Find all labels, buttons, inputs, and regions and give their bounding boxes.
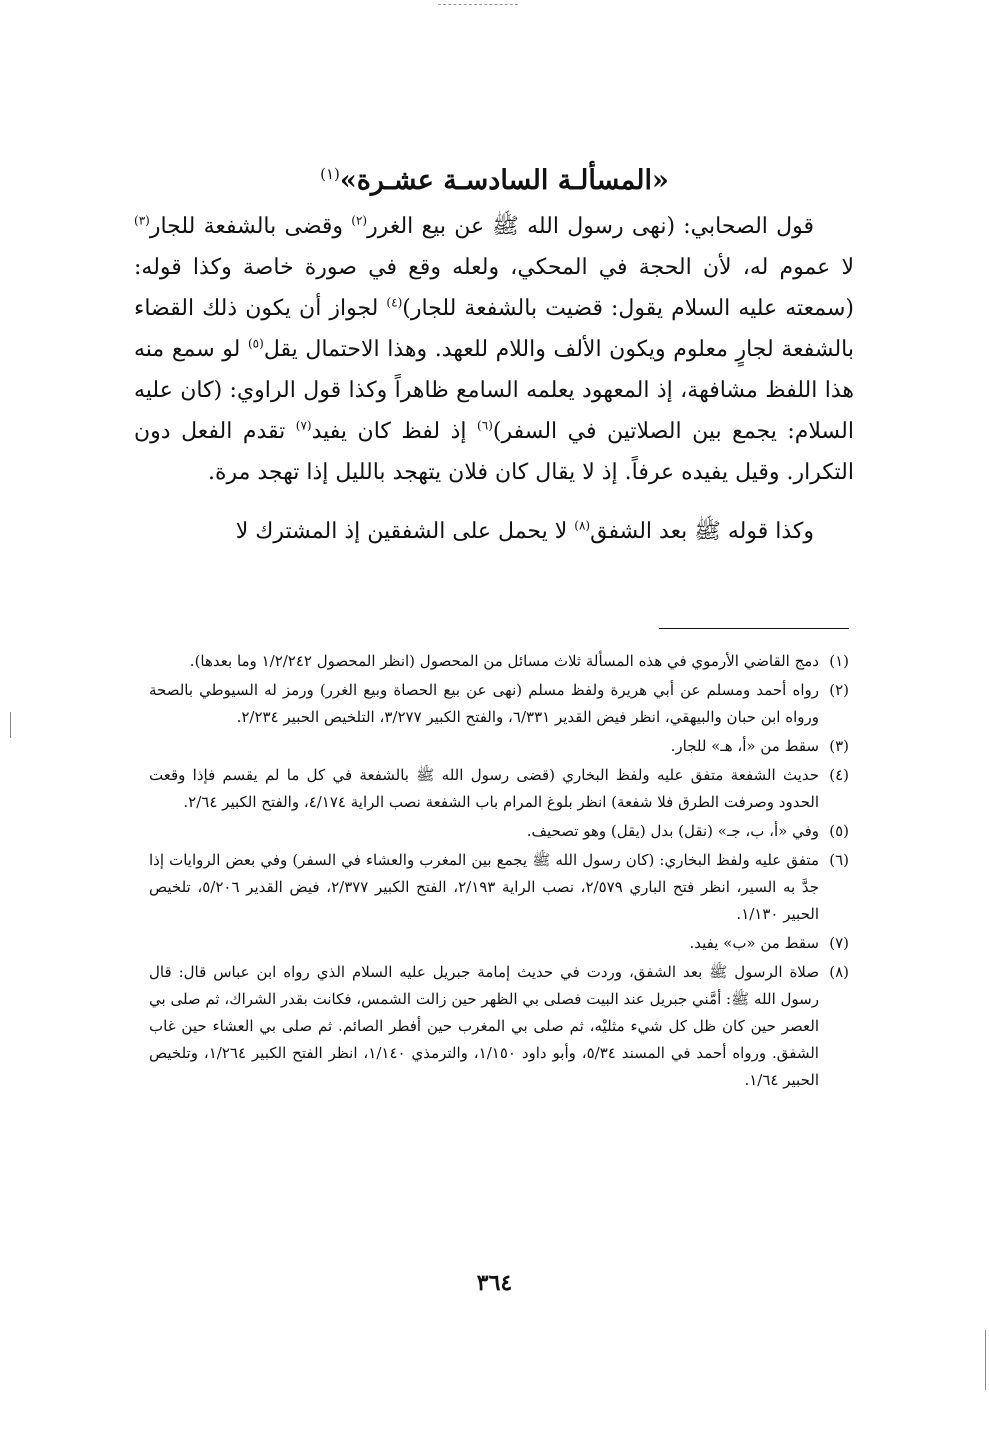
section-heading <box>130 154 859 201</box>
footnote <box>149 847 849 928</box>
paragraph <box>134 206 854 493</box>
footnote <box>149 959 849 1094</box>
footnote-text: سقط من «ب» يفيد. <box>689 934 819 952</box>
footnote-ref: (٦) <box>477 418 493 433</box>
footnote-text: حديث الشفعة متفق عليه ولفظ البخاري (قضى رسول الله ﷺ بالشفعة في كل ما لم يقسم فإذا وقعت الحدود وصرفت الطرق فلا شفعة) انظر بلوغ المرام باب الشفعة نصب الراية ٤/١٧٤، والفتح الكبير ٢/٦٤. <box>149 766 819 811</box>
footnote-text: سقط من «أ، هـ» للجار. <box>670 737 819 755</box>
footnote-text: متفق عليه ولفظ البخاري: (كان رسول الله ﷺ يجمع بين المغرب والعشاء في السفر) وفي بعض الروايات إذا جدَّ به السير، انظر فتح الباري ٢/٥٧٩، نصب الراية ٢/١٩٣، الفتح الكبير ٢/٣٧٧، فيض القدير ٥/٢٠٦، تلخيص الحبير ١/١٣٠. <box>149 851 819 923</box>
left-edge-scan-mark <box>10 712 11 738</box>
text-segment: إذ لفظ كان يفيد <box>311 419 478 444</box>
text-segment: لا يحمل على الشفقين إذ المشترك لا <box>235 519 575 544</box>
footnote <box>149 733 849 760</box>
footnote-ref: (٥) <box>247 336 264 351</box>
text-segment: لجواز أن يكون ذلك القضاء بالشفعة لجارٍ معلوم ويكون الألف واللام للعهد. وهذا الاحتمال يقل <box>134 296 854 362</box>
heading-text: «المسألـة السادسـة عشـرة» <box>339 165 669 197</box>
footnote-text: دمج القاضي الأرموي في هذه المسألة ثلاث مسائل من المحصول (انظر المحصول ١/٢/٢٤٢ وما بعدها). <box>189 652 819 670</box>
text-segment: وقضى بالشفعة للجار <box>149 214 352 239</box>
footnote-number: (٥) <box>829 822 849 840</box>
footnote-number: (٣) <box>829 737 849 755</box>
footnote <box>149 930 849 957</box>
footnote-ref: (٨) <box>574 518 591 533</box>
footnote-separator <box>659 628 849 629</box>
heading-footnote-marker: (١) <box>320 165 340 184</box>
footnote <box>149 677 849 731</box>
text-segment: لا عموم له، لأن الحجة في المحكي، ولعله وقع في صورة خاصة وكذا قوله: (سمعته عليه السلام يقول: قضيت بالشفعة للجار) <box>134 255 854 321</box>
footnote <box>149 762 849 816</box>
footnotes-list <box>149 648 849 1096</box>
footnote <box>149 818 849 845</box>
page-number: ٣٦٤ <box>476 1270 513 1296</box>
footnote-ref: (٧) <box>295 418 312 433</box>
footnote-number: (١) <box>829 652 849 670</box>
footnote-number: (٤) <box>829 766 849 784</box>
footnote-number: (٦) <box>829 851 849 869</box>
right-edge-scan-mark <box>985 1330 986 1390</box>
top-dashed-rule <box>438 4 518 5</box>
footnote-text: وفي «أ، ب، جـ» (نقل) بدل (يقل) وهو تصحيف. <box>526 822 819 840</box>
footnote-number: (٧) <box>829 934 849 952</box>
footnote-number: (٨) <box>829 963 849 981</box>
footnote-number: (٢) <box>829 681 849 699</box>
paragraph <box>134 511 854 552</box>
footnote-text: رواه أحمد ومسلم عن أبي هريرة ولفظ مسلم (نهى عن بيع الحصاة وبيع الغرر) ورمز له السيوطي بالصحة ورواه ابن حبان والبيهقي، انظر فيض القدير ٦/٣٣١، والفتح الكبير ٣/٢٧٧، التلخيص الحبير ٢/٢٣٤. <box>149 681 819 726</box>
text-segment: وكذا قوله ﷺ بعد الشفق <box>590 519 814 544</box>
text-segment: تقدم الفعل دون التكرار. وقيل يفيده عرفاً. إذ لا يقال كان فلان يتهجد بالليل إذا تهجد مرة. <box>134 419 854 485</box>
footnote-ref: (٣) <box>134 213 150 228</box>
text-segment: قول الصحابي: (نهى رسول الله ﷺ عن بيع الغرر <box>367 214 815 239</box>
text-segment: لو سمع منه هذا اللفظ مشافهة، إذ المعهود يعلمه السامع ظاهراً وكذا قول الراوي: (كان عليه السلام: يجمع بين الصلاتين في السفر) <box>134 337 854 444</box>
footnote-ref: (٢) <box>351 213 368 228</box>
footnote <box>149 648 849 675</box>
footnote-ref: (٤) <box>386 295 403 310</box>
footnote-text: صلاة الرسول ﷺ بعد الشفق، وردت في حديث إمامة جبريل عليه السلام الذي رواه ابن عباس قال: قال رسول الله ﷺ: أمَّني جبريل عند البيت فصلى بي الظهر حين زالت الشمس، فكانت بقدر الشراك، ثم صلى بي العصر حين كان ظل كل شيء مثليْه، ثم صلى بي المغرب حين أفطر الصائم. ثم صلى بي العشاء حين غاب الشفق. ورواه أحمد في المسند ٥/٣٤، وأبو داود ١/١٥٠، والترمذي ١/١٤٠، انظر الفتح الكبير ١/٢٦٤، وتلخيص الحبير ١/٦٤. <box>149 963 819 1089</box>
main-text-body <box>134 206 854 552</box>
